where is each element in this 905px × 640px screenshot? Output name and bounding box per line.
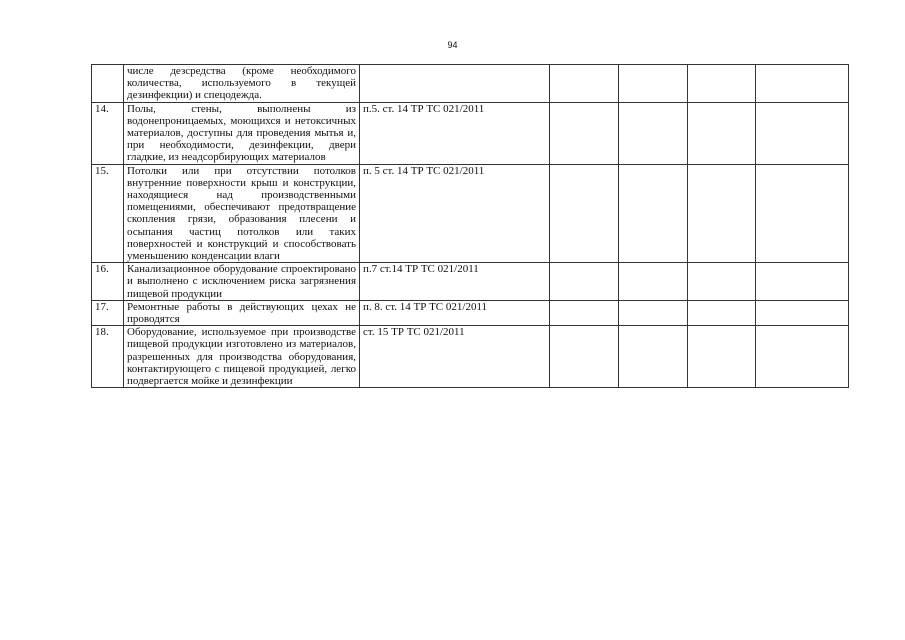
row-number: 18. [92, 326, 124, 388]
empty-cell [756, 164, 849, 263]
row-number: 17. [92, 300, 124, 325]
empty-cell [688, 300, 756, 325]
empty-cell [688, 263, 756, 301]
empty-cell [619, 102, 688, 164]
table-row [92, 102, 849, 164]
empty-cell [756, 65, 849, 103]
table-row [92, 263, 849, 301]
empty-cell [688, 164, 756, 263]
requirement-cell: Ремонтные работы в действующих цехах не проводятся [124, 300, 360, 325]
table-row [92, 326, 849, 388]
empty-cell [550, 263, 619, 301]
table-row [92, 164, 849, 263]
requirement-cell: числе дезсредства (кроме необходимого количества, используемого в текущей дезинфекции) и спецодежда. [124, 65, 360, 103]
reference-cell: п.7 ст.14 ТР ТС 021/2011 [360, 263, 550, 301]
row-number: 15. [92, 164, 124, 263]
empty-cell [550, 102, 619, 164]
reference-cell: п.5. ст. 14 ТР ТС 021/2011 [360, 102, 550, 164]
requirement-cell: Канализационное оборудование спроектировано и выполнено с исключением риска загрязнения пищевой продукции [124, 263, 360, 301]
empty-cell [619, 263, 688, 301]
empty-cell [756, 263, 849, 301]
empty-cell [688, 326, 756, 388]
empty-cell [619, 164, 688, 263]
row-number: 16. [92, 263, 124, 301]
empty-cell [619, 326, 688, 388]
reference-cell: п. 8. ст. 14 ТР ТС 021/2011 [360, 300, 550, 325]
empty-cell [756, 102, 849, 164]
row-number: 14. [92, 102, 124, 164]
empty-cell [619, 300, 688, 325]
empty-cell [550, 164, 619, 263]
empty-cell [550, 326, 619, 388]
table-row [92, 65, 849, 103]
requirement-cell: Полы, стены, выполнены из водонепроницаемых, моющихся и нетоксичных материалов, доступны для проведения мытья и, при необходимости, дезинфекции, двери гладкие, из неадсорбирующих материалов [124, 102, 360, 164]
empty-cell [550, 300, 619, 325]
page-number: 94 [447, 40, 458, 50]
table-row [92, 300, 849, 325]
empty-cell [688, 65, 756, 103]
empty-cell [619, 65, 688, 103]
reference-cell: п. 5 ст. 14 ТР ТС 021/2011 [360, 164, 550, 263]
requirement-cell: Оборудование, используемое при производстве пищевой продукции изготовлено из материалов, разрешенных для производства оборудования, контактирующего с пищевой продукцией, легко подвергается мойке и дезинфекции [124, 326, 360, 388]
reference-cell: ст. 15 ТР ТС 021/2011 [360, 326, 550, 388]
requirement-cell: Потолки или при отсутствии потолков внутренние поверхности крыш и конструкции, находящиеся над производственными помещениями, обеспечивают предотвращение скопления грязи, образования плесени и осыпания частиц потолков или таких поверхностей и конструкций и способствовать уменьшению конденсации влаги [124, 164, 360, 263]
empty-cell [688, 102, 756, 164]
row-number [92, 65, 124, 103]
checklist-table [91, 64, 849, 388]
empty-cell [756, 326, 849, 388]
reference-cell [360, 65, 550, 103]
empty-cell [550, 65, 619, 103]
empty-cell [756, 300, 849, 325]
